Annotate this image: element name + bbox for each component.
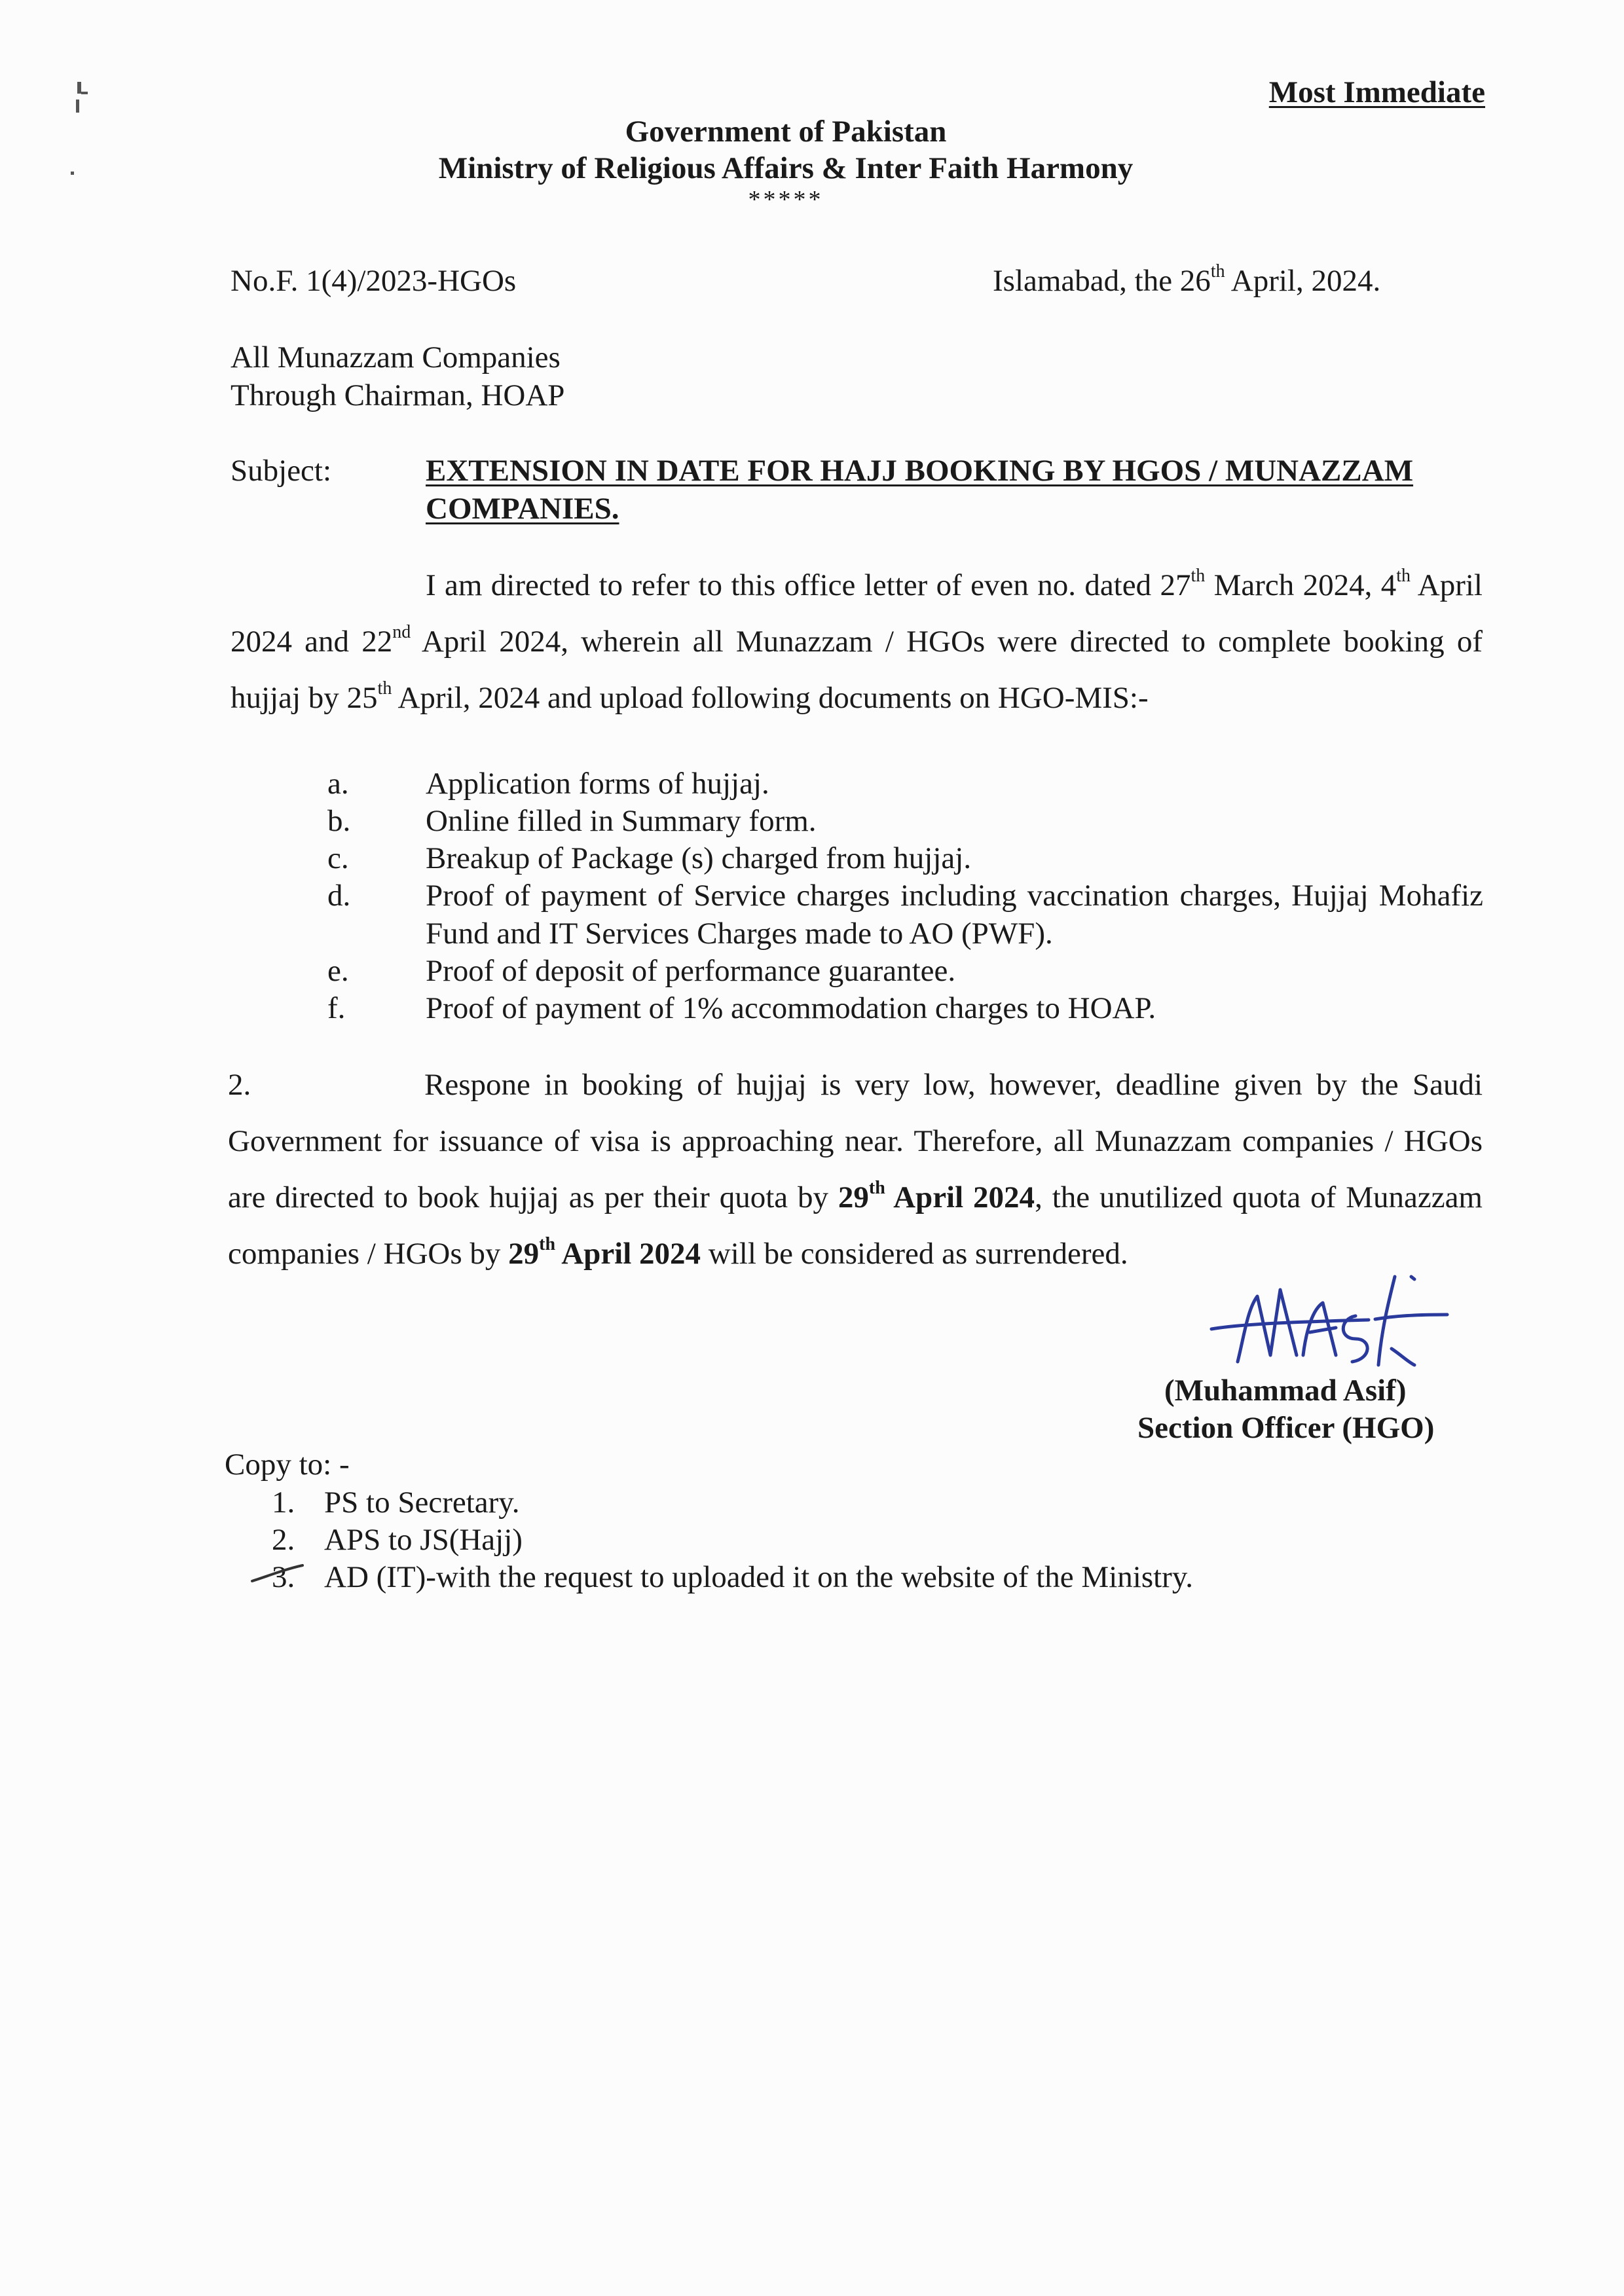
priority-label: Most Immediate <box>1268 75 1485 109</box>
addressee-line-2: Through Chairman, HOAP <box>231 378 565 412</box>
ministry-heading: Ministry of Religious Affairs & Inter Faith Harmony <box>438 151 1134 185</box>
letter-page: Most Immediate Government of Pakistan Ministry of Religious Affairs & Inter Faith Harmony ***** No.F. 1(4)/2023-HGOs Islamabad, the 26th April, 2024. All Munazzam Companies Through Chairman, HOAP Subject: EXTENSION IN DATE FOR HAJJ BOOKING BY HGOS / MUNAZZAM COMPANIES. I am directed to refer to this office letter of even no. dated 27th March 2024, 4th April 2024 and 22nd April 2024, wherein all Munazzam / HGOs were directed to complete booking of hujjaj by 25th April, 2024 and upload following documents on HGO-MIS:- a. Application forms of hujjaj. b. Online filled in Summary form. c. Breakup of Package (s) charged from hujjaj. d. Proof of payment of Service charges including vaccination charges, Hujjaj Mohafiz Fund and IT Services Charges made to AO (PWF). e. Proof of deposit of performance guarantee. f. Proof of payment of 1% accommodation charges to HOAP. 2. Respone in booking of hujjaj is very low, however, deadline given by the Saudi Government for issuance of visa is approaching near. Therefore, all Munazzam companies / HGOs are directed to book hujjaj as per their quota by 29th April 2024, the unutilized quota of Munazzam companies / HGOs by 29th April 2024 will be considered as surrendered. (Muhammad Asif) Section Officer (HGO) Copy to: - 1. PS to Secretary. 2. APS to JS(Hajj) 3. AD (IT)-with the request to uploaded it on the website of the Ministry. <box>0 0 1624 2296</box>
government-heading: Government of Pakistan <box>625 115 947 149</box>
signatory-designation: Section Officer (HGO) <box>1137 1411 1435 1445</box>
subject-line-1: EXTENSION IN DATE FOR HAJJ BOOKING BY HGOS / MUNAZZAM <box>426 454 1414 488</box>
scan-speck <box>81 92 88 94</box>
list-item: 3. AD (IT)-with the request to uploaded it on the website of the Ministry. <box>272 1560 1194 1594</box>
list-item: 1. PS to Secretary. <box>272 1485 520 1520</box>
list-item: 2. APS to JS(Hajj) <box>272 1523 523 1557</box>
scan-speck <box>76 100 79 113</box>
letter-date: Islamabad, the 26th April, 2024. <box>993 261 1381 298</box>
copy-to-label: Copy to: - <box>225 1448 350 1482</box>
file-number: No.F. 1(4)/2023-HGOs <box>231 264 517 298</box>
paragraph-2-number: 2. <box>228 1068 251 1102</box>
subject-line-2: COMPANIES. <box>426 492 619 526</box>
paragraph-1: I am directed to refer to this office letter of even no. dated 27th March 2024, 4th April 2024 and 22nd April 2024, wherein all Munazzam / HGOs were directed to complete booking of hujjaj by 25th April, 2024 and upload following documents on HGO-MIS:- <box>231 566 1483 715</box>
subject-label: Subject: <box>231 454 332 488</box>
paragraph-2: Respone in booking of hujjaj is very low, however, deadline given by the Saudi Government for issuance of visa is approaching near. Therefore, all Munazzam companies / HGOs are directed to book hujjaj as per their quota by 29th April 2024, the unutilized quota of Munazzam companies / HGOs by 29th April 2024 will be considered as surrendered. <box>228 1068 1483 1271</box>
heading-stars: ***** <box>748 186 824 213</box>
addressee-line-1: All Munazzam Companies <box>231 340 561 374</box>
pen-tick-mark <box>249 1561 308 1588</box>
signatory-name: (Muhammad Asif) <box>1164 1374 1407 1408</box>
